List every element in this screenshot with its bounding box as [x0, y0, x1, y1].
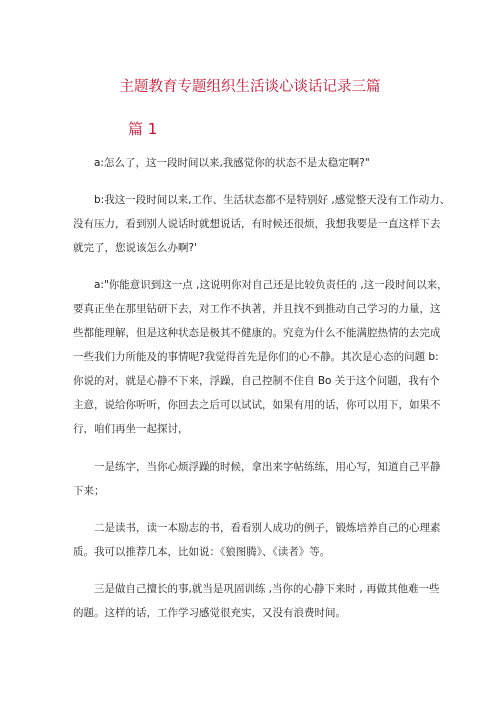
- paragraph-line: 你说的对，就是心静不下来，浮躁，自己控制不住自 Bo 关于这个问题，我有个: [73, 375, 440, 387]
- paragraph-line: 质。我可以推荐几本，比如说：《狼图腾》、《读者》等。: [73, 546, 331, 558]
- paragraph-line: a:"你能意识到这一点 ,这说明你对自己还是比较负责任的 ,这一段时间以来，: [94, 279, 448, 291]
- paragraph-line: 主意，说给你听听，你回去之后可以试试，如果有用的话，你可以用下，如果不: [73, 399, 441, 411]
- paragraph-line: 三是做自己擅长的事,就当是巩固训练 ,当你的心静下来时 , 再做其他难一些: [94, 583, 440, 595]
- paragraph-line: 些都能理解，但是这种状态是极其不健康的。究竟为什么不能满腔热情的去完成: [73, 327, 441, 339]
- paragraph-line: 下来；: [73, 485, 105, 497]
- paragraph-line: 要真正坐在那里钻研下去，对工作不执著，并且找不到推动自己学习的力量，这: [73, 303, 441, 315]
- paragraph-line: 没有压力，看到别人说话时就想说话，有时候还很烦，我想我要是一直这样下去: [73, 218, 441, 230]
- paragraph-line: 一些我们力所能及的事情呢?我觉得首先是你们的心不静。其次是心态的问题 b:: [73, 351, 439, 363]
- paragraph-line: a:怎么了，这一段时间以来,我感觉你的状态不是太稳定啊?": [94, 157, 370, 169]
- paragraph-line: 就完了，您说该怎么办啊?': [73, 242, 197, 254]
- paragraph-line: b:我这一段时间以来,工作、生活状态都不是特别好 ,感觉整天没有工作动力、: [94, 194, 451, 206]
- paragraph-line: 一是练字，当你心烦浮躁的时候，拿出来字帖练练，用心写，知道自己平静: [94, 461, 441, 473]
- document-title: 主题教育专题组织生活谈心谈话记录三篇: [119, 79, 381, 95]
- paragraph-line: 行，咱们再坐一起探讨，: [73, 423, 189, 435]
- paragraph-line: 二是读书，读一本励志的书，看看别人成功的例子，锻炼培养自己的心理素: [94, 522, 441, 534]
- paragraph-line: 的题。这样的话，工作学习感觉很充实，又没有浪费时间。: [73, 607, 346, 619]
- section-heading: 篇 1: [128, 120, 158, 138]
